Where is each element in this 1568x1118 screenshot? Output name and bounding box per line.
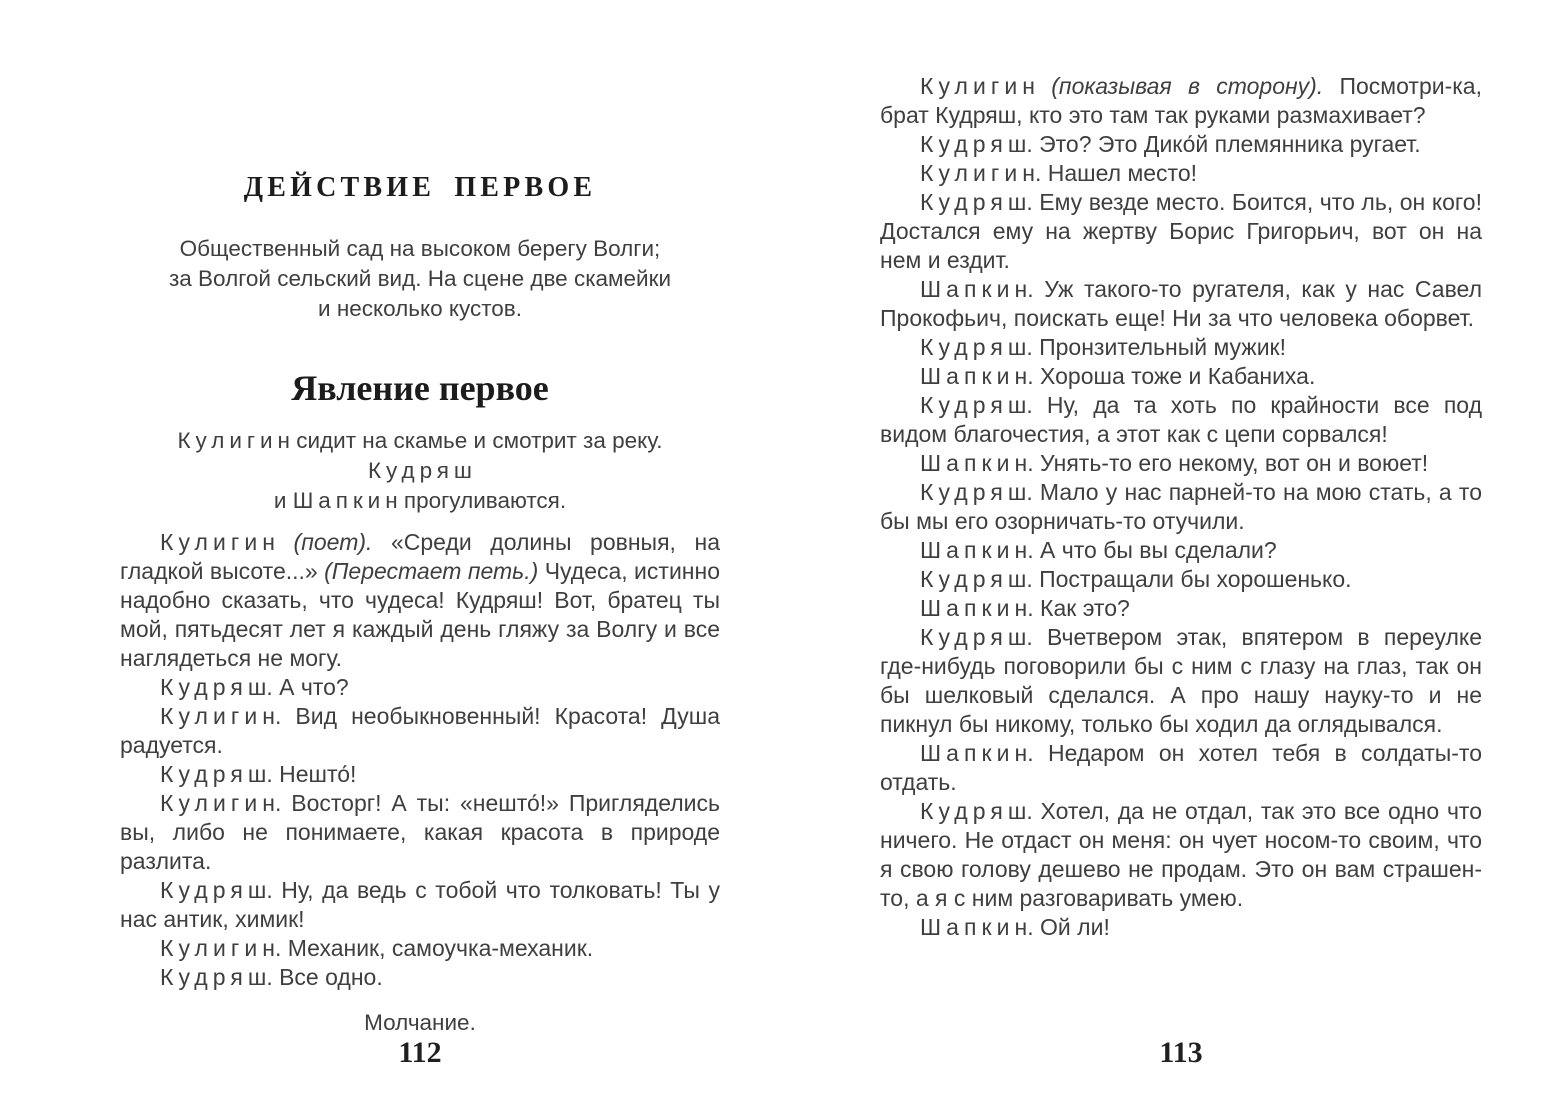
- dialogue-paragraph: [120, 876, 720, 934]
- dialogue-text: . Вчетвером этак, впятером в переулке где-нибудь поговорили бы с ним с глазу на глаз, так он бы шелковый сделался. А про нашу науку-то и не пикнул бы никому, только бы ходил да оглядывался.: [880, 624, 1482, 737]
- dialogue-text: . Это? Это Дико́й племянника ругает.: [1026, 131, 1421, 157]
- speaker-name: Кудряш: [920, 131, 1032, 157]
- stage-direction-inline: (Перестает петь.): [324, 558, 539, 584]
- speaker-name: Кулигин: [160, 935, 281, 961]
- setting-line: за Волгой сельский вид. На сцене две скамейки: [168, 266, 672, 291]
- dialogue-text: прогуливаются.: [397, 488, 567, 513]
- scene-direction: [120, 426, 720, 516]
- speaker-name: Кулигин: [160, 703, 281, 729]
- dialogue-left: [120, 528, 720, 992]
- dialogue-text: . Механик, самоучка-механик.: [274, 935, 594, 961]
- speaker-name: Кудряш: [920, 798, 1032, 824]
- speaker-name: Кудряш: [160, 877, 272, 903]
- silence-note: Молчание.: [364, 1010, 476, 1035]
- dialogue-text: . Хотел, да не отдал, так это все одно что ничего. Не отдаст он меня: он чует носом-то своим, что я свою голову дешево не продам. Это он вам страшен-то, а я с ним разговаривать умею.: [880, 798, 1482, 911]
- dialogue-paragraph: [120, 760, 720, 789]
- scene-title: Явление первое: [291, 368, 549, 408]
- dialogue-paragraph: [880, 159, 1482, 188]
- dialogue-paragraph: [880, 913, 1482, 942]
- dialogue-text: . Ему везде место. Боится, что ль, он кого! Достался ему на жертву Борис Григорьич, вот он на нем и ездит.: [880, 189, 1482, 273]
- page-number-left: 112: [398, 1036, 442, 1069]
- dialogue-text: . Как это?: [1027, 595, 1130, 621]
- dialogue-paragraph: [120, 963, 720, 992]
- dialogue-paragraph: [880, 478, 1482, 536]
- dialogue-text: . Хороша тоже и Кабаниха.: [1027, 363, 1316, 389]
- book-page-right: [880, 0, 1482, 1118]
- speaker-name: Кудряш: [920, 189, 1032, 215]
- dialogue-paragraph: [120, 702, 720, 760]
- speaker-name: Шапкин: [920, 595, 1033, 621]
- speaker-name: Кудряш: [920, 479, 1032, 505]
- dialogue-text: . Уж такого-то ругателя, как у нас Савел Прокофьич, поискать еще! Ни за что человека оборвет.: [880, 276, 1482, 331]
- scene-direction-line: [120, 486, 720, 516]
- speaker-name: Кулигин: [920, 160, 1041, 186]
- dialogue-text: «Среди долины ровныя, на гладкой высоте...»: [120, 529, 720, 584]
- dialogue-paragraph: [880, 565, 1482, 594]
- dialogue-text: . Унять-то его некому, вот он и воюет!: [1027, 450, 1429, 476]
- dialogue-text: . Восторг! А ты: «нешто́!» Пригляделись вы, либо не понимаете, какая красота в природе разлита.: [120, 790, 720, 874]
- dialogue-text: . Вид необыкновенный! Красота! Душа радуется.: [120, 703, 720, 758]
- page-number-right: 113: [1159, 1036, 1203, 1069]
- dialogue-text: и: [273, 488, 293, 513]
- scene-setting: [160, 234, 680, 324]
- dialogue-paragraph: [880, 391, 1482, 449]
- scene-direction-line: [120, 426, 720, 486]
- dialogue-paragraph: [880, 130, 1482, 159]
- dialogue-text: . Все одно.: [266, 964, 383, 990]
- dialogue-paragraph: [880, 275, 1482, 333]
- dialogue-paragraph: [880, 623, 1482, 739]
- setting-line: и несколько кустов.: [318, 296, 522, 321]
- dialogue-text: . Ой ли!: [1027, 914, 1110, 940]
- dialogue-text: сидит на скамье и смотрит за реку.: [289, 428, 663, 453]
- dialogue-text: Чудеса, истинно надобно сказать, что чудеса! Кудряш! Вот, братец ты мой, пятьдесят лет я каждый день гляжу за Волгу и все наглядеться не могу.: [120, 558, 720, 671]
- speaker-name: Шапкин: [920, 740, 1033, 766]
- speaker-name: Кудряш: [160, 674, 272, 700]
- speaker-name: Шапкин: [920, 537, 1033, 563]
- dialogue-paragraph: [880, 536, 1482, 565]
- speaker-name: Кудряш: [160, 964, 272, 990]
- dialogue-paragraph: [880, 72, 1482, 130]
- dialogue-text: . Ну, да та хоть по крайности все под видом благочестия, а этот как с цепи сорвался!: [880, 392, 1482, 447]
- dialogue-text: . Недаром он хотел тебя в солдаты-то отдать.: [880, 740, 1482, 795]
- dialogue-paragraph: [880, 594, 1482, 623]
- speaker-name: Кудряш: [920, 624, 1032, 650]
- dialogue-paragraph: [120, 528, 720, 673]
- dialogue-text: . Мало у нас парней-то на мою стать, а то бы мы его озорничать-то отучили.: [880, 479, 1482, 534]
- speaker-name: Кудряш: [368, 458, 477, 483]
- dialogue-text: . Ну, да ведь с тобой что толковать! Ты у нас антик, химик!: [120, 877, 720, 932]
- dialogue-paragraph: [880, 333, 1482, 362]
- stage-direction-inline: (поет).: [274, 529, 373, 555]
- dialogue-paragraph: [120, 673, 720, 702]
- speaker-name: Кудряш: [160, 761, 272, 787]
- dialogue-right: [880, 0, 1482, 942]
- speaker-name: Шапкин: [920, 363, 1033, 389]
- dialogue-text: . Постращали бы хорошенько.: [1026, 566, 1352, 592]
- speaker-name: Шапкин: [292, 488, 403, 513]
- dialogue-text: . А что?: [266, 674, 349, 700]
- speaker-name: Кудряш: [920, 566, 1032, 592]
- dialogue-paragraph: [120, 789, 720, 876]
- speaker-name: Кулигин: [160, 529, 281, 555]
- speaker-name: Кулигин: [177, 428, 295, 453]
- dialogue-text: . Нашел место!: [1034, 160, 1198, 186]
- dialogue-text: . А что бы вы сделали?: [1027, 537, 1277, 563]
- speaker-name: Кулигин: [160, 790, 281, 816]
- speaker-name: Кулигин: [920, 73, 1041, 99]
- dialogue-text: . Пронзительный мужик!: [1026, 334, 1286, 360]
- dialogue-paragraph: [120, 934, 720, 963]
- speaker-name: Шапкин: [920, 276, 1033, 302]
- dialogue-paragraph: [880, 188, 1482, 275]
- speaker-name: Шапкин: [920, 914, 1033, 940]
- dialogue-paragraph: [880, 362, 1482, 391]
- speaker-name: Кудряш: [920, 392, 1032, 418]
- dialogue-paragraph: [880, 797, 1482, 913]
- dialogue-paragraph: [880, 449, 1482, 478]
- setting-line: Общественный сад на высоком берегу Волги;: [179, 236, 661, 261]
- speaker-name: Шапкин: [920, 450, 1033, 476]
- book-page-left: [120, 0, 720, 1118]
- dialogue-text: . Нешто́!: [266, 761, 357, 787]
- stage-direction-inline: (показывая в сторону).: [1034, 73, 1324, 99]
- act-title: ДЕЙСТВИЕ ПЕРВОЕ: [243, 172, 597, 203]
- dialogue-paragraph: [880, 739, 1482, 797]
- dialogue-text: Посмотри-ка, брат Кудряш, кто это там так руками размахивает?: [880, 73, 1482, 128]
- speaker-name: Кудряш: [920, 334, 1032, 360]
